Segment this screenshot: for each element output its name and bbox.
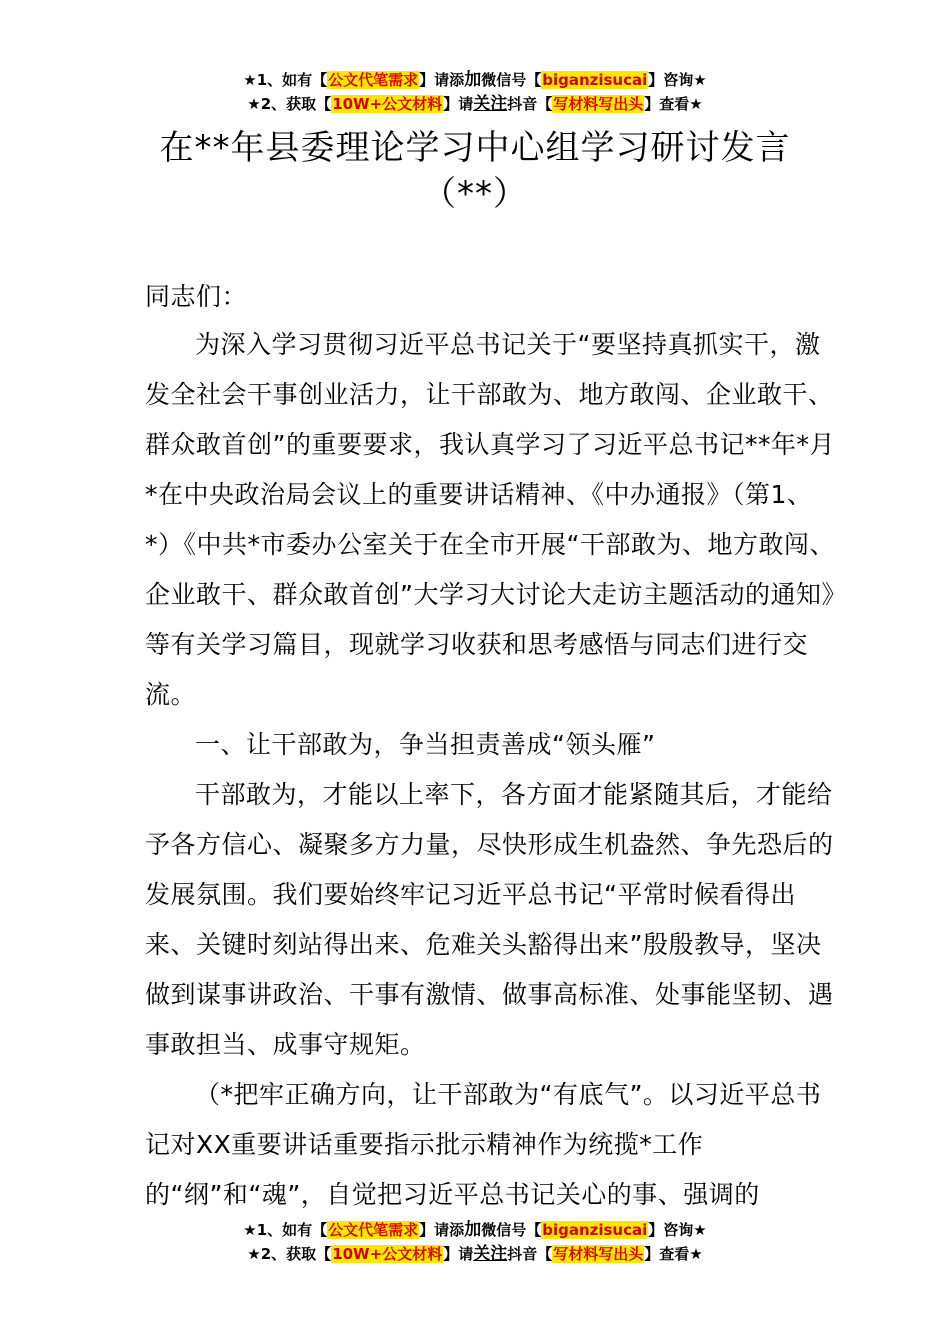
banner-text: 】查看★ [644,95,703,113]
banner-highlight: 写材料写出头 [553,1245,644,1263]
document-title: 在**年县委理论学习中心组学习研讨发言 [159,128,791,168]
banner-text: 】请 [443,1245,474,1263]
banner-highlight: 写材料写出头 [553,95,644,113]
footer-banner [0,1218,950,1266]
banner-text: 微信号【 [481,1221,542,1239]
banner-text: 】请添 [419,1221,465,1239]
banner-text: ★1、如有【 [243,71,328,89]
banner-text: 】请 [443,95,474,113]
banner-line-1 [0,1218,950,1242]
banner-highlight: biganzisucai [542,71,648,89]
section-heading: 一、让干部敢为，争当担责善成“领头雁” [195,730,656,759]
banner-text: ★2、获取【 [247,95,332,113]
banner-line-2 [0,1242,950,1266]
header-banner [0,68,950,116]
paragraph: 为深入学习贯彻习近平总书记关于“要坚持真抓实干，激发全社会干事创业活力，让干部敢为、地方敢闯、企业敢干、群众敢首创”的重要要求，我认真学习了习近平总书记**年*月*在中央政治局会议上的重要讲话精神、《中办通报》（第1、*）《中共*市委办公室关于在全市开展“干部敢为、地方敢闯、企业敢干、群众敢首创”大学习大讨论大走访主题活动的通知》等有关学习篇目，现就学习收获和思考感悟与同志们进行交流。 [145,330,835,709]
banner-text: 】请添 [419,71,465,89]
banner-emphasis: 加 [464,1220,482,1240]
banner-text: 抖音【 [507,95,553,113]
paragraph: 干部敢为，才能以上率下，各方面才能紧随其后，才能给予各方信心、凝聚多方力量，尽快形成生机盎然、争先恐后的发展氛围。我们要始终牢记习近平总书记“平常时候看得出来、关键时刻站得出来、危难关头豁得出来”殷殷教导，坚决做到谋事讲政治、干事有激情、做事高标准、处事能坚韧、遇事敢担当、成事守规矩。 [145,780,834,1059]
banner-text: 】查看★ [644,1245,703,1263]
banner-text: ★1、如有【 [243,1221,328,1239]
document-subtitle: （**） [422,174,528,214]
paragraph: （*把牢正确方向，让干部敢为“有底气”。以习近平总书记对XX重要讲话重要指示批示精神作为统揽*工作的“纲”和“魂”，自觉把习近平总书记关心的事、强调的 [145,1080,822,1209]
banner-text: 抖音【 [507,1245,553,1263]
banner-text: ★2、获取【 [247,1245,332,1263]
salutation: 同志们： [145,282,248,311]
banner-highlight: biganzisucai [542,1221,648,1239]
banner-highlight: 10W+公文材料 [332,95,443,113]
banner-highlight: 10W+公文材料 [332,1245,443,1263]
banner-line-1 [0,68,950,92]
banner-emphasis: 加 [464,70,482,90]
banner-text: 微信号【 [481,71,542,89]
banner-line-2 [0,92,950,116]
banner-highlight: 公文代笔需求 [328,71,419,89]
document-body [145,320,835,1220]
banner-emphasis: 关注 [473,94,508,114]
banner-emphasis: 关注 [473,1244,508,1264]
banner-text: 】咨询★ [648,71,707,89]
banner-text: 】咨询★ [648,1221,707,1239]
banner-highlight: 公文代笔需求 [328,1221,419,1239]
